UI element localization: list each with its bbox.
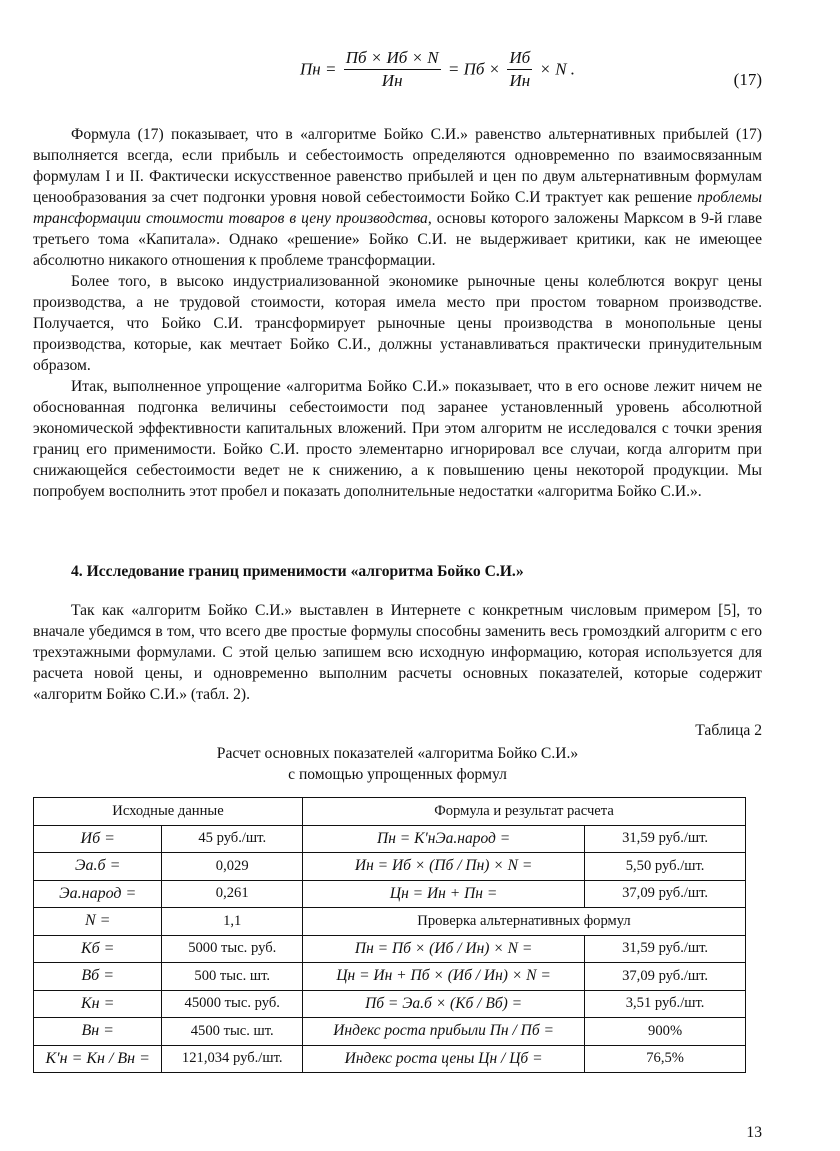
header-input-data: Исходные данные (34, 798, 303, 826)
table-row (34, 880, 746, 908)
body-text-part-1 (33, 124, 762, 502)
table-row (34, 908, 746, 936)
result-cell: 76,5% (585, 1045, 746, 1073)
result-cell: 900% (585, 1018, 746, 1046)
paragraph-text: Формула (17) показывает, что в «алгоритме Бойко С.И.» равенство альтернативных прибылей (17) выполняется всегда, если прибыль и себестоимость определяются одновременно по взаимосвязанным формулам I и II. Фактически искусственное равенство прибылей и цен по двум альтернативным формулам ценообразования за счет подгонки уровня новой себестоимости Бойко С.И трактует как решение (33, 126, 762, 206)
result-cell: 5,50 руб./шт. (585, 853, 746, 881)
value-cell: 0,029 (162, 853, 303, 881)
paragraph (33, 124, 762, 271)
table-row (34, 825, 746, 853)
formula-lhs: Пн = (300, 59, 337, 79)
header-formula-result: Формула и результат расчета (303, 798, 746, 826)
table-row (34, 1045, 746, 1073)
table-caption: Таблица 2 (695, 722, 762, 739)
body-text-part-2 (33, 600, 762, 705)
italic-phrase: проблемы трансформации стоимости товаров в цену производства (33, 189, 762, 227)
table-row (34, 963, 746, 991)
formula-cell: Пн = К′нЭа.народ = (303, 825, 585, 853)
formula-cell: Цн = Ин + Пб × (Иб / Ин) × N = (303, 963, 585, 991)
paragraph: Итак, выполненное упрощение «алгоритма Бойко С.И.» показывает, что в его основе лежит ничем не обоснованная подгонка величины себестоимости под заранее установленный уровень абсолютной экономической эффективности капитальных вложений. При этом алгоритм не исследовался с точки зрения границ его применимости. Бойко С.И. просто элементарно игнорировал все случаи, когда алгоритм при снижающейся себестоимости ведет не к снижению, а к повышению цены некоторой продукции. Мы попробуем восполнить этот пробел и показать дополнительные недостатки «алгоритма Бойко С.И.». (33, 378, 762, 500)
paragraph: Так как «алгоритм Бойко С.И.» выставлен в Интернете с конкретным числовым примером [5], то вначале убедимся в том, что всего две простые формулы способны заменить весь громоздкий алгоритм с его трехэтажными формулами. С этой целью запишем всю исходную информацию, которая используется для расчета новой цены, и одновременно выполним расчеты основных показателей, которые содержит «алгоритм Бойко С.И.» (табл. 2). (33, 602, 762, 703)
calculation-table (33, 797, 746, 1073)
param-cell: К′н = Кн / Вн = (34, 1045, 162, 1073)
table-row (34, 935, 746, 963)
paragraph-text: , основы которого заложены Марксом в 9-й главе третьего тома «Капитала». Однако «решение» Бойко С.И. не выдерживает критики, как не имеющее абсолютно никакого отношения к проблеме трансформации. (33, 210, 763, 269)
value-cell: 500 тыс. шт. (162, 963, 303, 991)
table-title-line-2: с помощью упрощенных формул (288, 766, 507, 783)
result-cell: 31,59 руб./шт. (585, 825, 746, 853)
formula-cell: Индекс роста прибыли Пн / Пб = (303, 1018, 585, 1046)
param-cell: Кн = (34, 990, 162, 1018)
table-header-row (34, 798, 746, 826)
result-cell: 37,09 руб./шт. (585, 963, 746, 991)
value-cell: 5000 тыс. руб. (162, 935, 303, 963)
value-cell: 45000 тыс. руб. (162, 990, 303, 1018)
result-cell: 3,51 руб./шт. (585, 990, 746, 1018)
fraction-1-numerator: Пб × Иб × N (344, 48, 441, 70)
table-row (34, 853, 746, 881)
formula-middle: = Пб × (447, 59, 501, 79)
formula-fraction-2 (507, 48, 532, 91)
value-cell: 0,261 (162, 880, 303, 908)
formula-cell: Пб = Эа.б × (Кб / Вб) = (303, 990, 585, 1018)
formula-cell: Цн = Ин + Пн = (303, 880, 585, 908)
table-row (34, 990, 746, 1018)
equation-number: (17) (733, 70, 762, 89)
param-cell: Эа.народ = (34, 880, 162, 908)
table-title (33, 743, 762, 785)
formula-17 (0, 48, 840, 110)
fraction-2-numerator: Иб (507, 48, 532, 70)
formula-cell: Пн = Пб × (Иб / Ин) × N = (303, 935, 585, 963)
formula-cell: Индекс роста цены Цн / Цб = (303, 1045, 585, 1073)
param-cell: Вб = (34, 963, 162, 991)
param-cell: Вн = (34, 1018, 162, 1046)
table-title-line-1: Расчет основных показателей «алгоритма Бойко С.И.» (216, 745, 579, 762)
section-heading: 4. Исследование границ применимости «алгоритма Бойко С.И.» (71, 563, 524, 580)
param-cell: N = (34, 908, 162, 936)
formula-tail: × N . (539, 59, 576, 79)
formula-cell: Ин = Иб × (Пб / Пн) × N = (303, 853, 585, 881)
page-number: 13 (746, 1124, 762, 1141)
value-cell: 4500 тыс. шт. (162, 1018, 303, 1046)
paragraph: Более того, в высоко индустриализованной экономике рыночные цены колеблются вокруг цены производства, а не трудовой стоимости, которая имела место при простом товарном производстве. Получается, что Бойко С.И. трансформирует рыночные цены производства в монопольные цены производства, которые, как мечтает Бойко С.И., должны устанавливаться практически принудительным образом. (33, 273, 762, 374)
value-cell: 121,034 руб./шт. (162, 1045, 303, 1073)
formula-fraction-1 (344, 48, 441, 91)
formula-17-expression (300, 48, 575, 91)
check-alternative-formulas-label: Проверка альтернативных формул (303, 908, 746, 936)
fraction-2-denominator: Ин (509, 71, 531, 90)
value-cell: 1,1 (162, 908, 303, 936)
value-cell: 45 руб./шт. (162, 825, 303, 853)
table-row (34, 1018, 746, 1046)
fraction-1-denominator: Ин (381, 71, 403, 90)
result-cell: 31,59 руб./шт. (585, 935, 746, 963)
param-cell: Кб = (34, 935, 162, 963)
param-cell: Эа.б = (34, 853, 162, 881)
result-cell: 37,09 руб./шт. (585, 880, 746, 908)
param-cell: Иб = (34, 825, 162, 853)
